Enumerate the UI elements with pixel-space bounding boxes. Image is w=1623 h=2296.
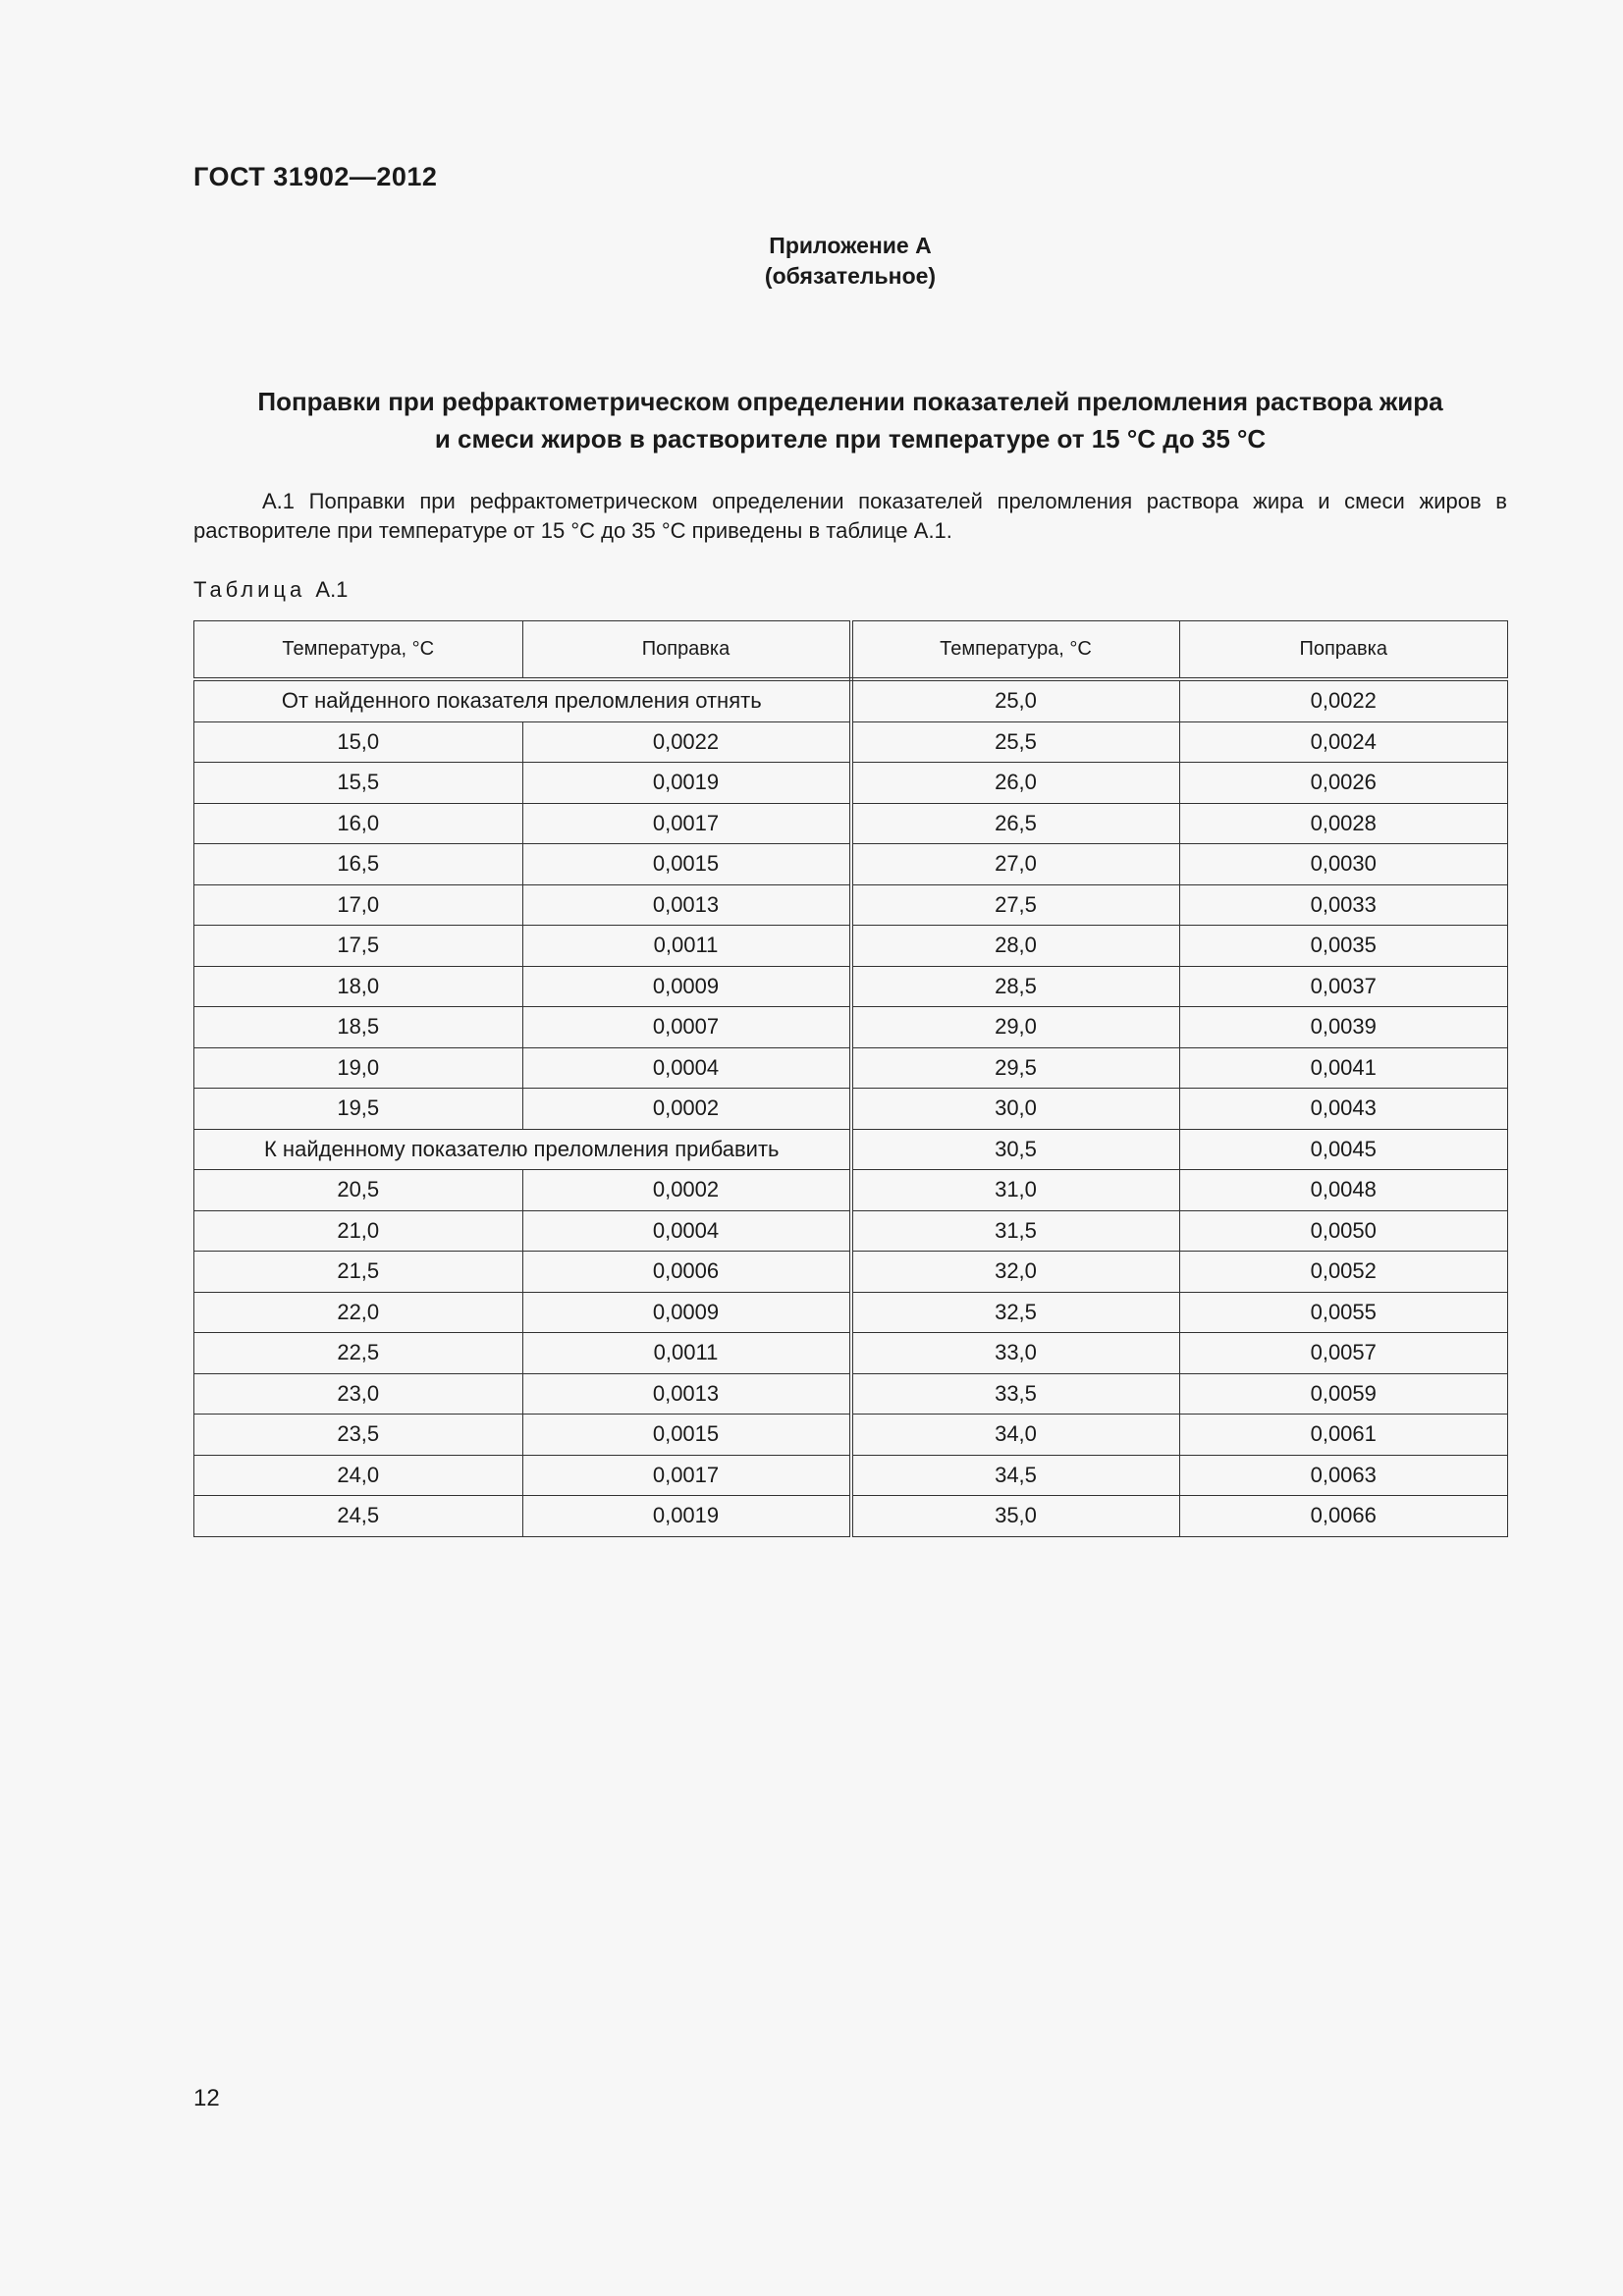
table-row xyxy=(194,1047,1508,1089)
temperature-cell: 21,0 xyxy=(194,1210,523,1252)
table-body xyxy=(194,679,1508,1536)
correction-cell: 0,0002 xyxy=(522,1089,851,1130)
temperature-cell: 15,5 xyxy=(194,763,523,804)
correction-cell: 0,0004 xyxy=(522,1210,851,1252)
temperature-cell: 23,5 xyxy=(194,1415,523,1456)
correction-cell: 0,0059 xyxy=(1179,1373,1508,1415)
temperature-cell: 16,5 xyxy=(194,844,523,885)
correction-cell: 0,0017 xyxy=(522,1455,851,1496)
temperature-cell: 17,5 xyxy=(194,926,523,967)
correction-cell: 0,0033 xyxy=(1179,884,1508,926)
table-row xyxy=(194,926,1508,967)
temperature-cell: 26,0 xyxy=(851,763,1180,804)
temperature-cell: 31,5 xyxy=(851,1210,1180,1252)
temperature-cell: 29,5 xyxy=(851,1047,1180,1089)
appendix-status: (обязательное) xyxy=(764,263,937,289)
correction-cell: 0,0052 xyxy=(1179,1252,1508,1293)
correction-cell: 0,0009 xyxy=(522,1292,851,1333)
correction-cell: 0,0004 xyxy=(522,1047,851,1089)
correction-cell: 0,0024 xyxy=(1179,721,1508,763)
temperature-cell: 27,0 xyxy=(851,844,1180,885)
table-row xyxy=(194,763,1508,804)
temperature-cell: 29,0 xyxy=(851,1007,1180,1048)
temperature-cell: 30,5 xyxy=(851,1129,1180,1170)
table-row xyxy=(194,1373,1508,1415)
table-row xyxy=(194,1496,1508,1537)
correction-cell: 0,0015 xyxy=(522,844,851,885)
correction-cell: 0,0055 xyxy=(1179,1292,1508,1333)
table-header-row xyxy=(194,621,1508,680)
header-correction-1: Поправка xyxy=(522,621,851,680)
temperature-cell: 25,0 xyxy=(851,679,1180,721)
correction-cell: 0,0039 xyxy=(1179,1007,1508,1048)
body-paragraph: А.1 Поправки при рефрактометрическом определении показателей преломления раствора жира и смеси жиров в растворителе при температуре от 15 °С до 35 °С приведены в таблице А.1. xyxy=(193,489,1507,543)
header-temperature-1: Температура, °С xyxy=(194,621,523,680)
table-row xyxy=(194,803,1508,844)
correction-cell: 0,0050 xyxy=(1179,1210,1508,1252)
table-row xyxy=(194,884,1508,926)
correction-cell: 0,0066 xyxy=(1179,1496,1508,1537)
correction-cell: 0,0063 xyxy=(1179,1455,1508,1496)
temperature-cell: 24,0 xyxy=(194,1455,523,1496)
correction-cell: 0,0061 xyxy=(1179,1415,1508,1456)
correction-cell: 0,0030 xyxy=(1179,844,1508,885)
section-heading-line-1: Поправки при рефрактометрическом определении показателей преломления раствора жира xyxy=(257,387,1443,416)
table-row xyxy=(194,1415,1508,1456)
table-caption xyxy=(193,577,348,603)
correction-cell: 0,0019 xyxy=(522,763,851,804)
temperature-cell: 32,5 xyxy=(851,1292,1180,1333)
correction-cell: 0,0013 xyxy=(522,1373,851,1415)
temperature-cell: 30,0 xyxy=(851,1089,1180,1130)
correction-cell: 0,0022 xyxy=(522,721,851,763)
temperature-cell: 18,5 xyxy=(194,1007,523,1048)
table-row xyxy=(194,844,1508,885)
table-row xyxy=(194,679,1508,721)
temperature-cell: 16,0 xyxy=(194,803,523,844)
header-temperature-2: Температура, °С xyxy=(851,621,1180,680)
table-row xyxy=(194,721,1508,763)
table-row xyxy=(194,1129,1508,1170)
temperature-cell: 18,0 xyxy=(194,966,523,1007)
correction-cell: 0,0035 xyxy=(1179,926,1508,967)
table-row xyxy=(194,966,1508,1007)
correction-cell: 0,0019 xyxy=(522,1496,851,1537)
temperature-cell: 22,5 xyxy=(194,1333,523,1374)
temperature-cell: 32,0 xyxy=(851,1252,1180,1293)
correction-cell: 0,0002 xyxy=(522,1170,851,1211)
document-code: ГОСТ 31902—2012 xyxy=(193,162,438,191)
table-caption-number: А.1 xyxy=(315,577,349,602)
temperature-cell: 19,0 xyxy=(194,1047,523,1089)
correction-cell: 0,0013 xyxy=(522,884,851,926)
corrections-table xyxy=(193,620,1508,1537)
table-row xyxy=(194,1292,1508,1333)
correction-cell: 0,0045 xyxy=(1179,1129,1508,1170)
correction-cell: 0,0009 xyxy=(522,966,851,1007)
table-row xyxy=(194,1089,1508,1130)
table-row xyxy=(194,1170,1508,1211)
correction-cell: 0,0037 xyxy=(1179,966,1508,1007)
page-number: 12 xyxy=(193,2085,220,2111)
correction-cell: 0,0007 xyxy=(522,1007,851,1048)
temperature-cell: 35,0 xyxy=(851,1496,1180,1537)
section-row-label: К найденному показателю преломления прибавить xyxy=(194,1129,851,1170)
temperature-cell: 34,5 xyxy=(851,1455,1180,1496)
table-caption-word: Таблица xyxy=(193,577,306,602)
correction-cell: 0,0057 xyxy=(1179,1333,1508,1374)
header-correction-2: Поправка xyxy=(1179,621,1508,680)
temperature-cell: 26,5 xyxy=(851,803,1180,844)
table-row xyxy=(194,1333,1508,1374)
correction-cell: 0,0048 xyxy=(1179,1170,1508,1211)
table-row xyxy=(194,1252,1508,1293)
temperature-cell: 15,0 xyxy=(194,721,523,763)
temperature-cell: 25,5 xyxy=(851,721,1180,763)
temperature-cell: 27,5 xyxy=(851,884,1180,926)
correction-cell: 0,0017 xyxy=(522,803,851,844)
correction-cell: 0,0011 xyxy=(522,926,851,967)
temperature-cell: 31,0 xyxy=(851,1170,1180,1211)
appendix-title: Приложение А xyxy=(769,233,932,258)
temperature-cell: 33,5 xyxy=(851,1373,1180,1415)
section-heading xyxy=(193,383,1507,457)
temperature-cell: 24,5 xyxy=(194,1496,523,1537)
section-heading-line-2: и смеси жиров в растворителе при температуре от 15 °С до 35 °С xyxy=(434,424,1267,454)
temperature-cell: 20,5 xyxy=(194,1170,523,1211)
correction-cell: 0,0028 xyxy=(1179,803,1508,844)
temperature-cell: 33,0 xyxy=(851,1333,1180,1374)
temperature-cell: 21,5 xyxy=(194,1252,523,1293)
temperature-cell: 22,0 xyxy=(194,1292,523,1333)
temperature-cell: 23,0 xyxy=(194,1373,523,1415)
correction-cell: 0,0041 xyxy=(1179,1047,1508,1089)
temperature-cell: 17,0 xyxy=(194,884,523,926)
correction-cell: 0,0043 xyxy=(1179,1089,1508,1130)
correction-cell: 0,0006 xyxy=(522,1252,851,1293)
temperature-cell: 28,0 xyxy=(851,926,1180,967)
correction-cell: 0,0011 xyxy=(522,1333,851,1374)
correction-cell: 0,0022 xyxy=(1179,679,1508,721)
temperature-cell: 28,5 xyxy=(851,966,1180,1007)
table-row xyxy=(194,1210,1508,1252)
correction-cell: 0,0026 xyxy=(1179,763,1508,804)
temperature-cell: 34,0 xyxy=(851,1415,1180,1456)
section-row-label: От найденного показателя преломления отнять xyxy=(194,679,851,721)
correction-cell: 0,0015 xyxy=(522,1415,851,1456)
table-row xyxy=(194,1455,1508,1496)
temperature-cell: 19,5 xyxy=(194,1089,523,1130)
table-row xyxy=(194,1007,1508,1048)
